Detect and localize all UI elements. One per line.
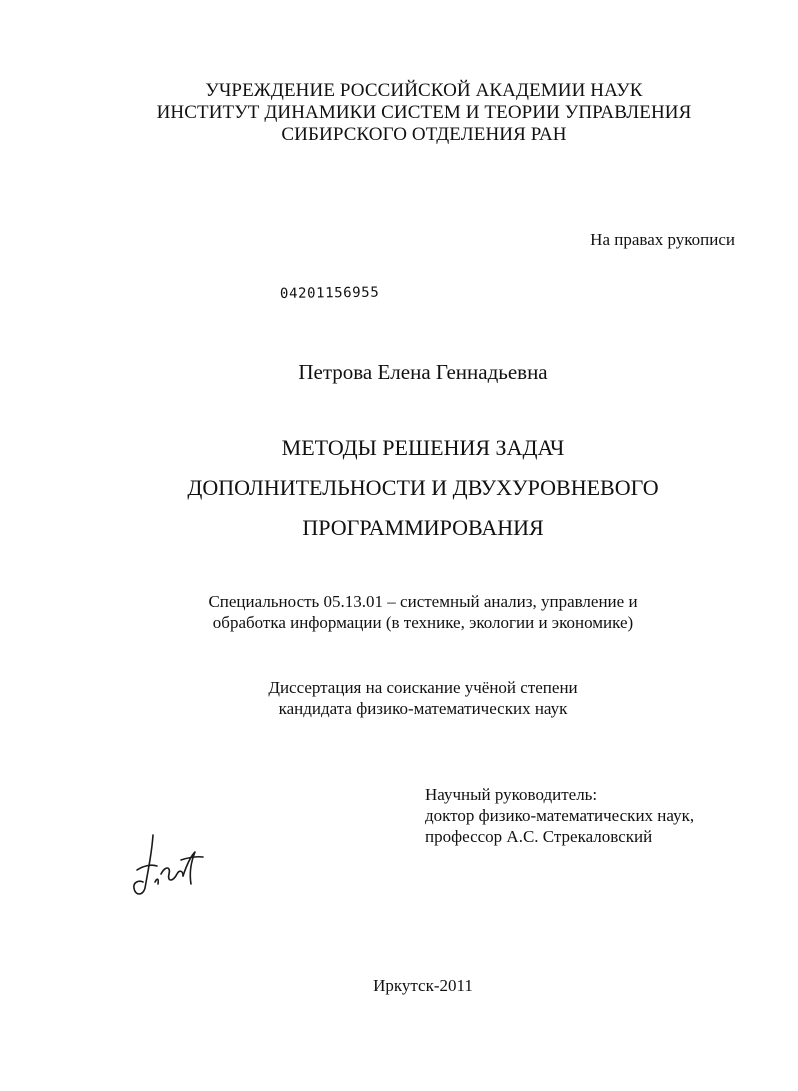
institution-line-1: УЧРЕЖДЕНИЕ РОССИЙСКОЙ АКАДЕМИИ НАУК bbox=[205, 80, 643, 101]
city-year: Иркутск-2011 bbox=[373, 976, 473, 995]
thesis-title-line-2: ДОПОЛНИТЕЛЬНОСТИ И ДВУХУРОВНЕВОГО bbox=[187, 475, 659, 500]
library-stamp-code: 04201156955 bbox=[279, 284, 380, 302]
degree-line-2: кандидата физико-математических наук bbox=[278, 699, 568, 718]
handwritten-signature-icon bbox=[125, 830, 205, 900]
specialty-block bbox=[0, 591, 798, 633]
specialty-line-2: обработка информации (в технике, экологии и экономике) bbox=[212, 613, 634, 632]
manuscript-rights-note: На правах рукописи bbox=[590, 230, 735, 249]
author-name: Петрова Елена Геннадьевна bbox=[298, 360, 548, 384]
institution-line-3: СИБИРСКОГО ОТДЕЛЕНИЯ РАН bbox=[281, 124, 567, 145]
supervisor-name: профессор А.С. Стрекаловский bbox=[425, 827, 653, 846]
specialty-line-1: Специальность 05.13.01 – системный анализ, управление и bbox=[208, 592, 638, 611]
thesis-title-line-3: ПРОГРАММИРОВАНИЯ bbox=[302, 515, 544, 540]
supervisor-block bbox=[425, 784, 694, 847]
supervisor-label: Научный руководитель: bbox=[425, 785, 598, 804]
degree-block bbox=[0, 677, 798, 719]
supervisor-rank: доктор физико-математических наук, bbox=[425, 806, 695, 825]
institution-header bbox=[0, 80, 798, 146]
thesis-title bbox=[0, 428, 798, 548]
thesis-title-line-1: МЕТОДЫ РЕШЕНИЯ ЗАДАЧ bbox=[281, 435, 565, 460]
degree-line-1: Диссертация на соискание учёной степени bbox=[268, 678, 578, 697]
institution-line-2: ИНСТИТУТ ДИНАМИКИ СИСТЕМ И ТЕОРИИ УПРАВЛЕНИЯ bbox=[156, 102, 692, 123]
